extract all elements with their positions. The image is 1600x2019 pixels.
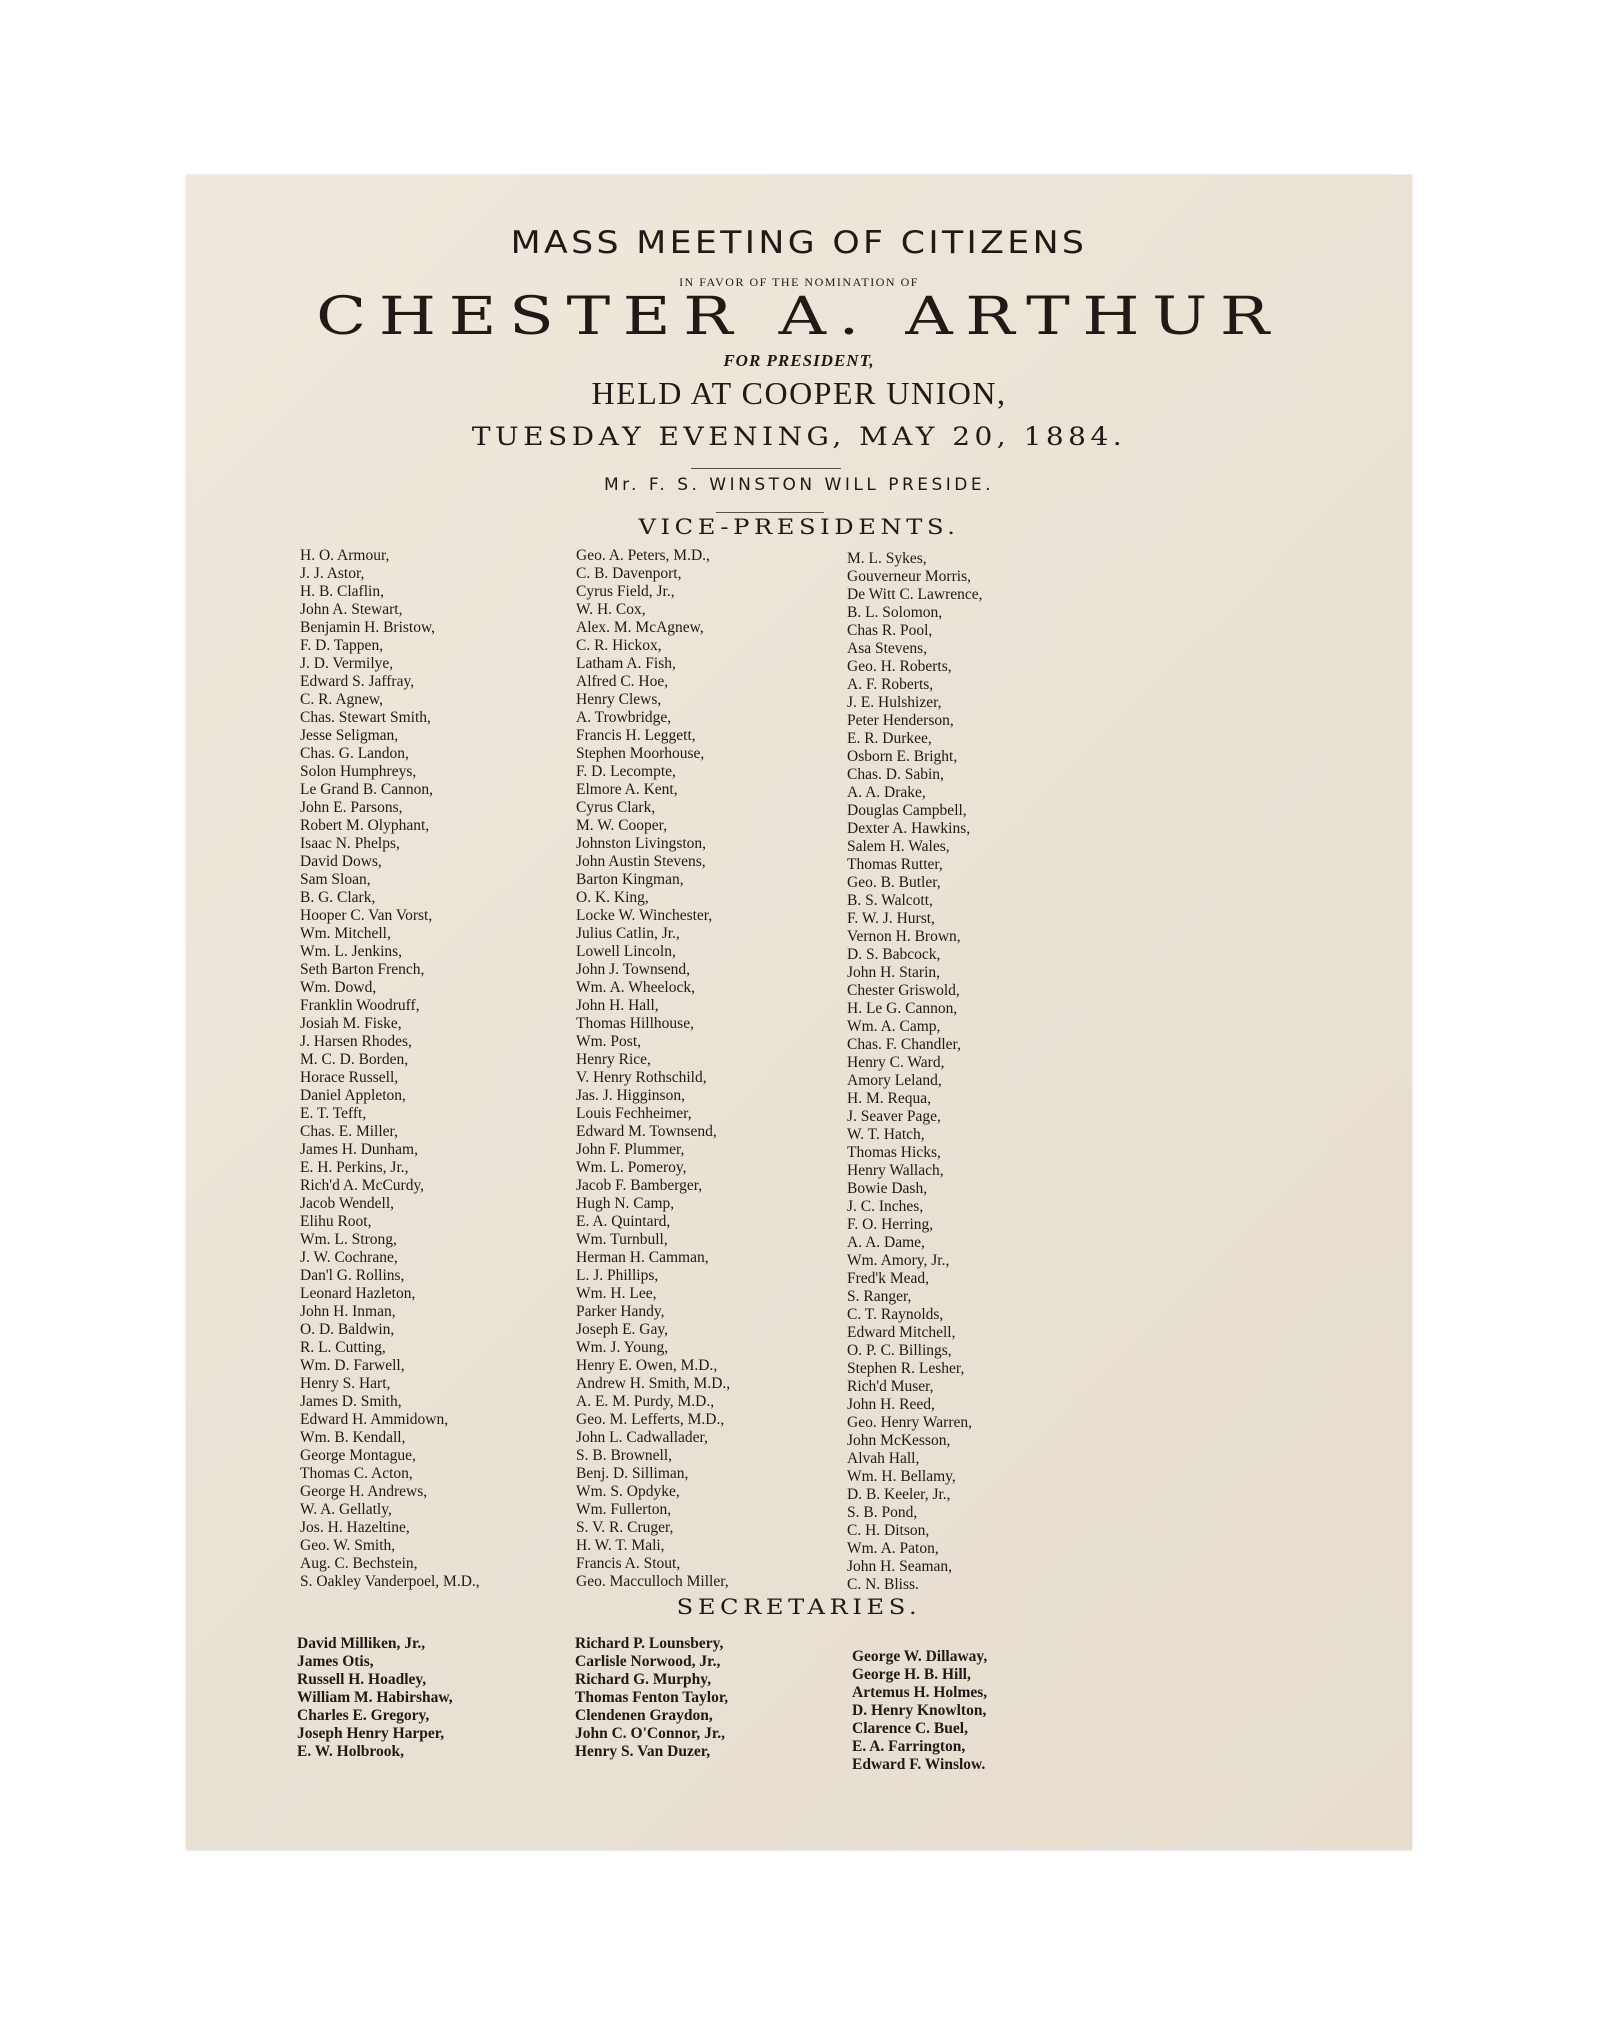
name-entry: W. H. Cox, (576, 601, 646, 618)
name-entry: Edward S. Jaffray, (300, 673, 415, 690)
name-entry: Wm. Mitchell, (300, 925, 391, 942)
name-entry: O. P. C. Billings, (847, 1342, 952, 1359)
name-entry: Francis H. Leggett, (576, 727, 696, 744)
name-entry: Leonard Hazleton, (300, 1285, 416, 1302)
name-entry: Wm. A. Wheelock, (576, 979, 695, 996)
name-entry: C. H. Ditson, (847, 1522, 930, 1539)
name-entry: James H. Dunham, (300, 1141, 418, 1158)
name-entry: Isaac N. Phelps, (300, 835, 400, 852)
name-entry: Solon Humphreys, (300, 763, 417, 780)
name-entry: Chas. D. Sabin, (847, 766, 944, 783)
name-entry: Richard G. Murphy, (575, 1671, 712, 1688)
name-entry: C. N. Bliss. (847, 1576, 919, 1593)
name-entry: Julius Catlin, Jr., (576, 925, 680, 942)
name-entry: Henry S. Van Duzer, (575, 1743, 711, 1760)
name-entry: Wm. Turnbull, (576, 1231, 668, 1248)
vice-presidents-column-3 (847, 550, 983, 1594)
broadside-sheet (186, 175, 1412, 1850)
name-entry: Chas. E. Miller, (300, 1123, 398, 1140)
name-entry: J. C. Inches, (847, 1198, 924, 1215)
name-entry: Fred'k Mead, (847, 1270, 929, 1287)
name-entry: C. R. Agnew, (300, 691, 383, 708)
name-entry: J. D. Vermilye, (300, 655, 394, 672)
name-entry: Salem H. Wales, (847, 838, 950, 855)
name-entry: George W. Dillaway, (852, 1648, 988, 1665)
name-entry: Artemus H. Holmes, (852, 1684, 988, 1701)
name-entry: S. B. Brownell, (576, 1447, 673, 1464)
name-entry: John H. Inman, (300, 1303, 396, 1320)
name-entry: V. Henry Rothschild, (576, 1069, 707, 1086)
name-entry: Chester Griswold, (847, 982, 960, 999)
name-entry: W. A. Gellatly, (300, 1501, 392, 1518)
name-entry: George Montague, (300, 1447, 416, 1464)
name-entry: Cyrus Clark, (576, 799, 656, 816)
name-entry: Aug. C. Bechstein, (300, 1555, 418, 1572)
poster-subtitle: IN FAVOR OF THE NOMINATION OF (679, 275, 919, 289)
name-entry: F. D. Tappen, (300, 637, 384, 654)
name-entry: Jesse Seligman, (300, 727, 399, 744)
name-entry: H. O. Armour, (300, 547, 390, 564)
name-entry: Peter Henderson, (847, 712, 954, 729)
name-entry: Douglas Campbell, (847, 802, 967, 819)
name-entry: A. A. Dame, (847, 1234, 925, 1251)
name-entry: Dan'l G. Rollins, (300, 1267, 405, 1284)
name-entry: Joseph Henry Harper, (297, 1725, 445, 1742)
name-entry: Thomas Rutter, (847, 856, 943, 873)
name-entry: Henry S. Hart, (300, 1375, 391, 1392)
name-entry: Henry Wallach, (847, 1162, 944, 1179)
name-entry: Wm. S. Opdyke, (576, 1483, 680, 1500)
name-entry: Clarence C. Buel, (852, 1720, 968, 1737)
name-entry: F. D. Lecompte, (576, 763, 676, 780)
name-entry: D. S. Babcock, (847, 946, 941, 963)
name-entry: Amory Leland, (847, 1072, 942, 1089)
presiding-line: Mr. F. S. WINSTON WILL PRESIDE. (603, 475, 995, 495)
name-entry: Daniel Appleton, (300, 1087, 406, 1104)
name-entry: Henry Clews, (576, 691, 662, 708)
name-entry: Chas R. Pool, (847, 622, 933, 639)
name-entry: Thomas Hicks, (847, 1144, 941, 1161)
name-entry: David Milliken, Jr., (297, 1635, 426, 1652)
name-entry: Benjamin H. Bristow, (300, 619, 436, 636)
name-entry: Jacob Wendell, (300, 1195, 395, 1212)
name-entry: Chas. G. Landon, (300, 745, 409, 762)
secretaries-column-1 (297, 1635, 453, 1761)
name-entry: Wm. B. Kendall, (300, 1429, 406, 1446)
name-entry: O. K. King, (576, 889, 649, 906)
name-entry: H. M. Requa, (847, 1090, 931, 1107)
name-entry: Geo. B. Butler, (847, 874, 941, 891)
name-entry: J. W. Cochrane, (300, 1249, 398, 1266)
name-entry: Bowie Dash, (847, 1180, 928, 1197)
name-entry: Robert M. Olyphant, (300, 817, 430, 834)
name-entry: H. B. Claflin, (300, 583, 384, 600)
name-entry: Alex. M. McAgnew, (576, 619, 704, 636)
name-entry: Lowell Lincoln, (576, 943, 676, 960)
name-entry: Henry C. Ward, (847, 1054, 945, 1071)
divider-rule (691, 468, 841, 469)
name-entry: F. O. Herring, (847, 1216, 934, 1233)
name-entry: John F. Plummer, (576, 1141, 685, 1158)
name-entry: George H. B. Hill, (852, 1666, 971, 1683)
secretaries-heading: SECRETARIES. (676, 1595, 922, 1619)
name-entry: John C. O'Connor, Jr., (575, 1725, 726, 1742)
candidate-name: CHESTER A. ARTHUR (316, 287, 1282, 347)
name-entry: Jos. H. Hazeltine, (300, 1519, 410, 1536)
name-entry: Thomas Hillhouse, (576, 1015, 694, 1032)
name-entry: Geo. A. Peters, M.D., (576, 547, 710, 564)
name-entry: John L. Cadwallader, (576, 1429, 708, 1446)
name-entry: Geo. M. Lefferts, M.D., (576, 1411, 725, 1428)
name-entry: Cyrus Field, Jr., (576, 583, 675, 600)
name-entry: Wm. H. Bellamy, (847, 1468, 956, 1485)
name-entry: Wm. Amory, Jr., (847, 1252, 950, 1269)
name-entry: Stephen R. Lesher, (847, 1360, 965, 1377)
name-entry: Gouverneur Morris, (847, 568, 971, 585)
name-entry: Richard P. Lounsbery, (575, 1635, 724, 1652)
name-entry: E. H. Perkins, Jr., (300, 1159, 409, 1176)
name-entry: Henry Rice, (576, 1051, 651, 1068)
name-entry: Hooper C. Van Vorst, (300, 907, 433, 924)
name-entry: Rich'd A. McCurdy, (300, 1177, 425, 1194)
name-entry: Jas. J. Higginson, (576, 1087, 685, 1104)
name-entry: E. R. Durkee, (847, 730, 932, 747)
name-entry: Clendenen Graydon, (575, 1707, 713, 1724)
secretaries-column-2 (575, 1635, 728, 1761)
name-entry: Vernon H. Brown, (847, 928, 961, 945)
name-entry: E. W. Holbrook, (297, 1743, 404, 1760)
vice-presidents-column-2 (576, 547, 730, 1591)
office-line: FOR PRESIDENT, (723, 351, 875, 370)
name-entry: S. B. Pond, (847, 1504, 918, 1521)
name-entry: Latham A. Fish, (576, 655, 676, 672)
name-entry: S. Oakley Vanderpoel, M.D., (300, 1573, 480, 1590)
name-entry: Johnston Livingston, (576, 835, 707, 852)
name-entry: S. V. R. Cruger, (576, 1519, 674, 1536)
name-entry: Edward M. Townsend, (576, 1123, 717, 1140)
name-entry: John J. Townsend, (576, 961, 691, 978)
name-entry: Thomas Fenton Taylor, (575, 1689, 729, 1706)
name-entry: John H. Seaman, (847, 1558, 953, 1575)
name-entry: B. S. Walcott, (847, 892, 933, 909)
name-entry: James Otis, (297, 1653, 374, 1670)
name-entry: Andrew H. Smith, M.D., (576, 1375, 731, 1392)
name-entry: D. Henry Knowlton, (852, 1702, 987, 1719)
name-entry: H. Le G. Cannon, (847, 1000, 958, 1017)
name-entry: Herman H. Camman, (576, 1249, 709, 1266)
name-entry: Edward F. Winslow. (852, 1756, 986, 1773)
name-entry: Barton Kingman, (576, 871, 684, 888)
name-entry: M. L. Sykes, (847, 550, 927, 567)
name-entry: L. J. Phillips, (576, 1267, 659, 1284)
name-entry: A. Trowbridge, (576, 709, 672, 726)
name-entry: Wm. Fullerton, (576, 1501, 672, 1518)
name-entry: Franklin Woodruff, (300, 997, 420, 1014)
name-entry: John H. Reed, (847, 1396, 935, 1413)
venue-line: HELD AT COOPER UNION, (591, 375, 1007, 411)
name-entry: John Austin Stevens, (576, 853, 706, 870)
name-entry: Wm. L. Jenkins, (300, 943, 403, 960)
name-entry: S. Ranger, (847, 1288, 912, 1305)
name-entry: J. Harsen Rhodes, (300, 1033, 412, 1050)
name-entry: Wm. Dowd, (300, 979, 377, 996)
name-entry: George H. Andrews, (300, 1483, 428, 1500)
name-entry: John E. Parsons, (300, 799, 403, 816)
name-entry: Henry E. Owen, M.D., (576, 1357, 718, 1374)
name-entry: Locke W. Winchester, (576, 907, 713, 924)
name-entry: B. L. Solomon, (847, 604, 943, 621)
name-entry: W. T. Hatch, (847, 1126, 925, 1143)
name-entry: Russell H. Hoadley, (297, 1671, 427, 1688)
name-entry: Alfred C. Hoe, (576, 673, 669, 690)
name-entry: David Dows, (300, 853, 382, 870)
name-entry: Wm. A. Camp, (847, 1018, 941, 1035)
name-entry: Jacob F. Bamberger, (576, 1177, 703, 1194)
name-entry: Edward H. Ammidown, (300, 1411, 449, 1428)
vice-presidents-column-1 (300, 547, 480, 1591)
name-entry: Stephen Moorhouse, (576, 745, 705, 762)
name-entry: Dexter A. Hawkins, (847, 820, 971, 837)
name-entry: Alvah Hall, (847, 1450, 920, 1467)
name-entry: James D. Smith, (300, 1393, 402, 1410)
name-entry: H. W. T. Mali, (576, 1537, 665, 1554)
name-entry: J. E. Hulshizer, (847, 694, 942, 711)
name-entry: John H. Hall, (576, 997, 659, 1014)
name-entry: Geo. H. Roberts, (847, 658, 952, 675)
name-entry: Wm. L. Strong, (300, 1231, 397, 1248)
poster-title: MASS MEETING OF CITIZENS (510, 225, 1088, 261)
name-entry: Louis Fechheimer, (576, 1105, 692, 1122)
name-entry: Chas. Stewart Smith, (300, 709, 431, 726)
name-entry: F. W. J. Hurst, (847, 910, 935, 927)
name-entry: Seth Barton French, (300, 961, 425, 978)
name-entry: B. G. Clark, (300, 889, 376, 906)
name-entry: Joseph E. Gay, (576, 1321, 668, 1338)
name-entry: J. J. Astor, (300, 565, 365, 582)
vice-presidents-heading: VICE-PRESIDENTS. (638, 515, 960, 539)
name-entry: Wm. D. Farwell, (300, 1357, 405, 1374)
name-entry: Geo. W. Smith, (300, 1537, 396, 1554)
name-entry: O. D. Baldwin, (300, 1321, 395, 1338)
name-entry: Benj. D. Silliman, (576, 1465, 689, 1482)
name-entry: E. A. Farrington, (852, 1738, 966, 1755)
name-entry: Edward Mitchell, (847, 1324, 956, 1341)
name-entry: A. A. Drake, (847, 784, 926, 801)
name-entry: Wm. H. Lee, (576, 1285, 657, 1302)
name-entry: M. C. D. Borden, (300, 1051, 409, 1068)
name-entry: Rich'd Muser, (847, 1378, 934, 1395)
name-entry: E. A. Quintard, (576, 1213, 671, 1230)
name-entry: Wm. Post, (576, 1033, 642, 1050)
name-entry: Elihu Root, (300, 1213, 372, 1230)
name-entry: J. Seaver Page, (847, 1108, 941, 1125)
name-entry: A. E. M. Purdy, M.D., (576, 1393, 715, 1410)
date-line: TUESDAY EVENING, MAY 20, 1884. (471, 422, 1127, 451)
name-entry: Josiah M. Fiske, (300, 1015, 402, 1032)
name-entry: Wm. A. Paton, (847, 1540, 939, 1557)
name-entry: William M. Habirshaw, (297, 1689, 453, 1706)
name-entry: Elmore A. Kent, (576, 781, 678, 798)
name-entry: Hugh N. Camp, (576, 1195, 675, 1212)
name-entry: Francis A. Stout, (576, 1555, 681, 1572)
name-entry: Horace Russell, (300, 1069, 399, 1086)
name-entry: Parker Handy, (576, 1303, 665, 1320)
name-entry: Wm. L. Pomeroy, (576, 1159, 687, 1176)
secretaries-column-3 (852, 1648, 987, 1774)
name-entry: M. W. Cooper, (576, 817, 668, 834)
name-entry: Geo. Macculloch Miller, (576, 1573, 729, 1590)
name-entry: John McKesson, (847, 1432, 951, 1449)
name-entry: Le Grand B. Cannon, (300, 781, 434, 798)
name-entry: E. T. Tefft, (300, 1105, 367, 1122)
name-entry: Thomas C. Acton, (300, 1465, 413, 1482)
name-entry: Carlisle Norwood, Jr., (575, 1653, 721, 1670)
name-entry: C. T. Raynolds, (847, 1306, 944, 1323)
name-entry: Charles E. Gregory, (297, 1707, 430, 1724)
name-entry: John H. Starin, (847, 964, 940, 981)
name-entry: C. R. Hickox, (576, 637, 662, 654)
name-entry: Chas. F. Chandler, (847, 1036, 961, 1053)
name-entry: Geo. Henry Warren, (847, 1414, 972, 1431)
name-entry: R. L. Cutting, (300, 1339, 386, 1356)
name-entry: Wm. J. Young, (576, 1339, 669, 1356)
name-entry: C. B. Davenport, (576, 565, 682, 582)
name-entry: Osborn E. Bright, (847, 748, 958, 765)
name-entry: De Witt C. Lawrence, (847, 586, 983, 603)
name-entry: John A. Stewart, (300, 601, 403, 618)
divider-rule (716, 512, 824, 513)
name-entry: Asa Stevens, (847, 640, 928, 657)
name-entry: D. B. Keeler, Jr., (847, 1486, 951, 1503)
name-entry: Sam Sloan, (300, 871, 371, 888)
name-entry: A. F. Roberts, (847, 676, 934, 693)
